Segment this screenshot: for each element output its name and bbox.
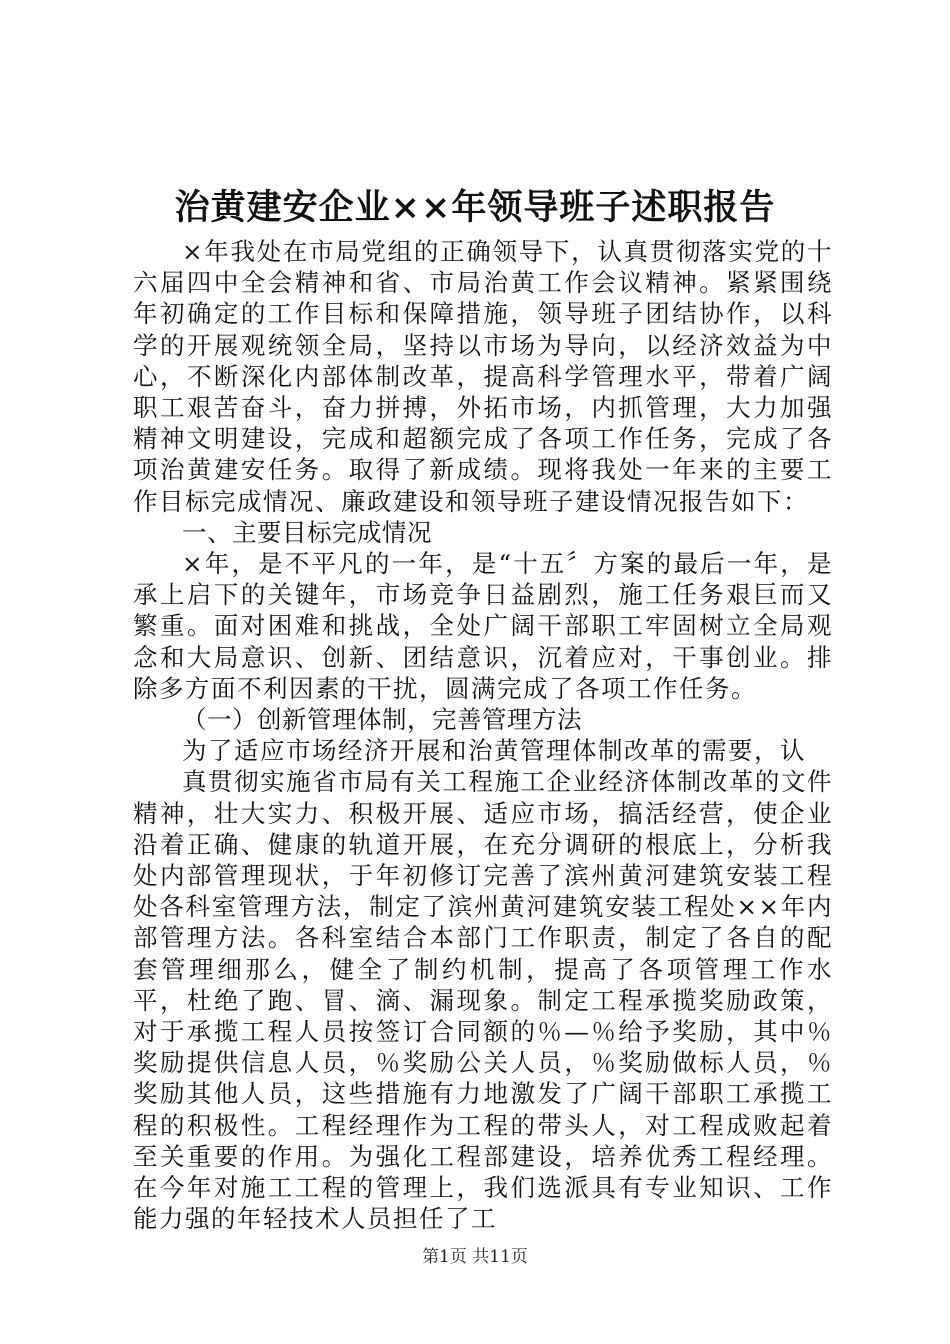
- section-heading-main-goals: 一、主要目标完成情况: [182, 517, 432, 547]
- document-title: 治黄建安企业××年领导班子述职报告: [174, 187, 776, 228]
- paragraph-intro: ×年我处在市局党组的正确领导下，认真贯彻落实党的十六届四中全会精神和省、市局治黄工作会议精神。紧紧围绕年初确定的工作目标和保障措施，领导班子团结协作，以科学的开展观统领全局，坚持以市场为导向，以经济效益为中心，不断深化内部体制改革，提高科学管理水平，带着广阔职工艰苦奋斗，奋力拼搏，外拓市场，内抓管理，大力加强精神文明建设，完成和超额完成了各项工作任务，完成了各项治黄建安任务。取得了新成绩。现将我处一年来的主要工作目标完成情况、廉政建设和领导班子建设情况报告如下：: [133, 237, 833, 516]
- paragraph-year-summary: ×年，是不平凡的一年，是“十五〞方案的最后一年，是承上启下的关键年，市场竞争日益剧烈，施工任务艰巨而又繁重。面对困难和挑战，全处广阔干部职工牢固树立全局观念和大局意识、创新、团结意识，沉着应对，干事创业。排除多方面不利因素的干扰，圆满完成了各项工作任务。: [133, 549, 833, 703]
- subsection-heading-management: （一）创新管理体制，完善管理方法: [182, 705, 582, 735]
- page-number-footer: 第1页 共11页: [422, 1247, 528, 1267]
- paragraph-management-detail: 真贯彻实施省市局有关工程施工企业经济体制改革的文件精神，壮大实力、积极开展、适应市场，搞活经营，使企业沿着正确、健康的轨道开展，在充分调研的根底上，分析我处内部管理现状，于年初修订完善了滨州黄河建筑安装工程处各科室管理方法，制定了滨州黄河建筑安装工程处××年内部管理方法。各科室结合本部门工作职责，制定了各自的配套管理细那么，健全了制约机制，提高了各项管理工作水平，杜绝了跑、冒、滴、漏现象。制定工程承揽奖励政策，对于承揽工程人员按签订合同额的％—％给予奖励，其中％奖励提供信息人员，％奖励公关人员，％奖励做标人员，％奖励其他人员，这些措施有力地激发了广阔干部职工承揽工程的积极性。工程经理作为工程的带头人，对工程成败起着至关重要的作用。为强化工程部建设，培养优秀工程经理。在今年对施工工程的管理上，我们选派具有专业知识、工作能力强的年轻技术人员担任了工: [133, 767, 833, 1234]
- document-body: [133, 236, 833, 1235]
- paragraph-management-lead: 为了适应市场经济开展和治黄管理体制改革的需要，认: [182, 736, 806, 766]
